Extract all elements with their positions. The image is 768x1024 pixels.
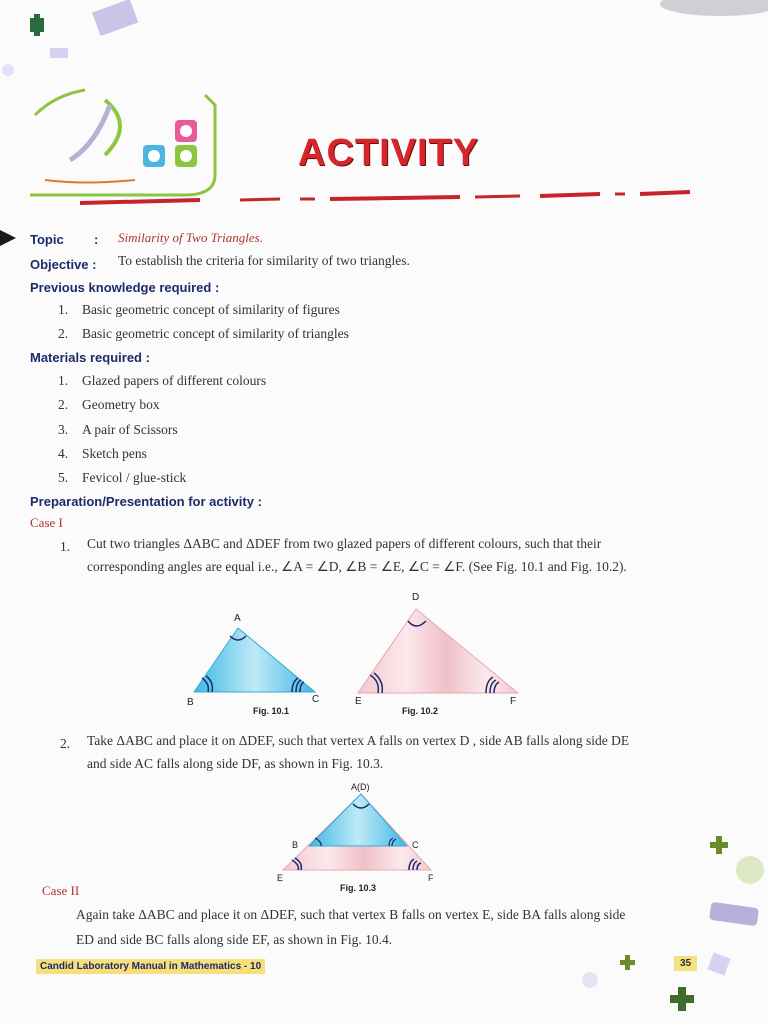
topic-value: Similarity of Two Triangles. [118,230,263,245]
fig-10-1-caption: Fig. 10.1 [253,706,290,716]
material-item-5-number: 5. [58,470,69,485]
prev-item-2-number: 2. [58,326,69,341]
case-1-step-2-number: 2. [60,736,71,751]
material-item-3-text: A pair of Scissors [82,422,178,437]
header-rule [80,188,700,208]
fig2-vertex-f: F [510,696,517,707]
fig3-vertex-c: C [412,840,419,850]
material-item-4-number: 4. [58,446,69,461]
fig3-vertex-f: F [428,873,434,883]
case-1-step-2-line-2: and side AC falls along side DF, as shown in Fig. 10.3. [87,756,384,771]
material-item-2 [58,397,160,413]
figure-10-3 [275,790,445,880]
material-item-2-number: 2. [58,397,69,412]
material-item-4 [58,446,147,462]
material-item-4-text: Sketch pens [82,446,147,461]
fig1-vertex-b: B [187,697,194,708]
topic-colon: : [94,232,99,247]
fig1-vertex-a: A [234,613,241,624]
prev-item-1 [58,302,340,318]
fig3-vertex-b: B [292,840,299,850]
fig2-vertex-d: D [412,592,420,603]
prev-item-2-text: Basic geometric concept of similarity of triangles [82,326,349,341]
case-2-label: Case II [42,883,80,898]
figure-10-2 [340,595,530,705]
material-item-5-text: Fevicol / glue-stick [82,470,187,485]
prev-item-1-text: Basic geometric concept of similarity of figures [82,302,340,317]
triangle-abc [194,628,315,692]
case-1-step-2-line-1: Take ΔABC and place it on ΔDEF, such that vertex A falls on vertex D , side AB falls along side DE [87,733,630,748]
case-1-step-1-line-2: corresponding angles are equal i.e., ∠A = ∠D, ∠B = ∠E, ∠C = ∠F. (See Fig. 10.1 and Fig. 10.2). [87,559,627,574]
material-item-5 [58,470,186,486]
activity-logo [25,85,225,205]
case-2-line-1: Again take ΔABC and place it on ΔDEF, such that vertex B falls on vertex E, side BA falls along side [76,907,626,922]
fig-10-3-caption: Fig. 10.3 [340,883,377,893]
objective-value: To establish the criteria for similarity of two triangles. [118,253,410,268]
fig3-vertex-e: E [277,873,284,883]
case-1-label: Case I [30,515,63,530]
material-item-1-number: 1. [58,373,69,388]
decor-top-left [0,0,180,90]
fig-10-2-caption: Fig. 10.2 [402,706,439,716]
footer-book-title: Candid Laboratory Manual in Mathematics - 10 [36,959,265,974]
prev-item-2 [58,326,349,342]
case-1-step-1-number: 1. [60,539,71,554]
material-item-3 [58,422,178,438]
preparation-heading: Preparation/Presentation for activity : [30,494,262,509]
fig2-vertex-e: E [355,696,362,707]
previous-knowledge-heading: Previous knowledge required : [30,280,220,295]
case-1-step-1-line-1: Cut two triangles ΔABC and ΔDEF from two glazed papers of different colours, such that their [87,536,602,551]
decor-bottom-right [560,830,768,1024]
objective-label-text: Objective [30,257,89,272]
material-item-1-text: Glazed papers of different colours [82,373,267,388]
activity-title: ACTIVITY [298,132,480,174]
fig1-vertex-c: C [312,694,320,705]
fig3-vertex-ad: A(D) [351,782,370,792]
page-number: 35 [674,956,697,971]
materials-heading: Materials required : [30,350,150,365]
material-item-3-number: 3. [58,422,69,437]
case-2-line-2: ED and side BC falls along side EF, as shown in Fig. 10.4. [76,932,393,947]
objective-label [30,257,97,272]
topic-bullet-icon [0,228,18,248]
decor-top-right [640,0,768,30]
objective-colon: : [92,257,97,272]
material-item-2-text: Geometry box [82,397,160,412]
material-item-1 [58,373,266,389]
prev-item-1-number: 1. [58,302,69,317]
topic-label: Topic [30,232,64,247]
